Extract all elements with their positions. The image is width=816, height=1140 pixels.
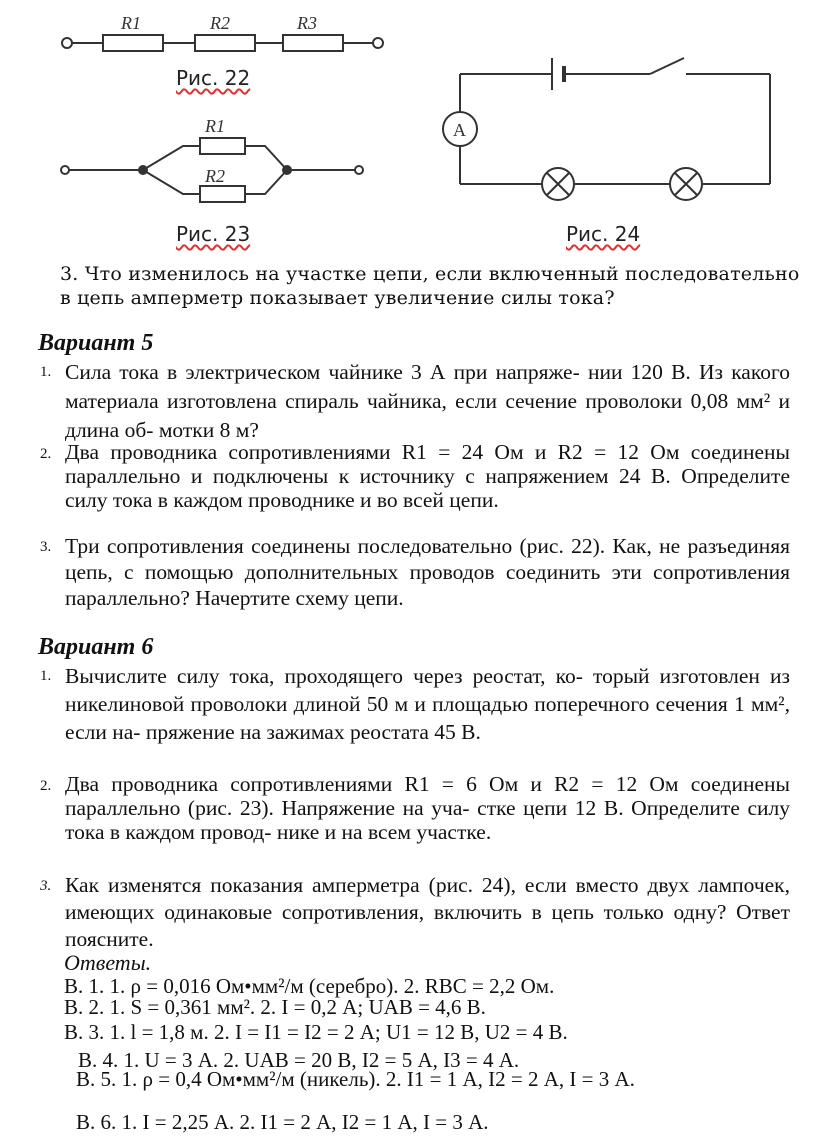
answer-variant-3: В. 3. 1. l = 1,8 м. 2. I = I1 = I2 = 2 А; U1 = 12 В, U2 = 4 В. [64,1020,568,1044]
v6-q3-number: 3. [40,878,52,894]
figure-23-diagram [55,110,375,220]
v5-question-2 [40,440,790,512]
v5-q1-text: Сила тока в электрическом чайнике 3 А при напряже- нии 120 В. Из какого материала изготовлена спираль чайника, если сечение проволоки 0,08 мм² и длина об- мотки 8 м? [65,360,790,442]
fig22-label-r1: R1 [121,13,141,33]
v6-q3-text: Как изменятся показания амперметра (рис. 24), если вместо двух лампочек, имеющих одинаковые сопротивления, включить в цепь только одну? Ответ поясните. [65,873,790,951]
fig23-label-r1: R1 [205,116,225,136]
v6-question-1 [40,662,790,746]
v5-q1-number: 1. [40,364,52,380]
v6-q2-number: 2. [40,778,52,794]
v5-q3-text: Три сопротивления соединены последовательно (рис. 22). Как, не разъединяя цепь, с помощью дополнительных проводов соединить эти сопротивления параллельно? Начертите схему цепи. [65,534,790,610]
fig22-caption: Рис. 22 [176,66,251,90]
v5-question-1 [40,358,790,445]
prev-q3-number: 3. [60,263,79,285]
fig22-label-r3: R3 [297,13,317,33]
v5-q2-number: 2. [40,446,52,462]
v5-q2-text: Два проводника сопротивлениями R1 = 24 Ом и R2 = 12 Ом соединены параллельно и подключены к источнику с напряжением 24 В. Определите силу тока в каждом проводнике и во всей цепи. [65,440,790,512]
figure-22-diagram [55,5,395,75]
prev-question-3 [60,262,800,310]
fig24-caption: Рис. 24 [566,222,641,246]
fig23-caption: Рис. 23 [176,222,251,246]
answer-variant-1: В. 1. 1. ρ = 0,016 Ом•мм²/м (серебро). 2. RBC = 2,2 Ом. [64,974,555,998]
fig23-label-r2: R2 [205,166,225,186]
answer-variant-4: В. 4. 1. U = 3 А. 2. UAB = 20 В, I2 = 5 А, I3 = 4 А. [78,1048,520,1072]
v6-question-2 [40,772,790,844]
v6-q1-number: 1. [40,668,52,684]
answer-variant-6: В. 6. 1. I = 2,25 А. 2. I1 = 2 А, I2 = 1 А, I = 3 А. [76,1110,489,1134]
variant-6-title: Вариант 6 [38,634,154,660]
fig22-label-r2: R2 [210,13,230,33]
v6-q2-text: Два проводника сопротивлениями R1 = 6 Ом и R2 = 12 Ом соединены параллельно (рис. 23). Напряжение на уча- стке цепи 12 В. Определите силу тока в каждом провод- нике и на всем участке. [65,772,790,844]
answers-title: Ответы. [64,950,152,975]
prev-q3-text: Что изменилось на участке цепи, если включенный последовательно в цепь амперметр показывает увеличение силы тока? [60,263,800,309]
answer-variant-5: В. 5. 1. ρ = 0,4 Ом•мм²/м (никель). 2. I1 = 1 А, I2 = 2 А, I = 3 А. [76,1067,635,1091]
answer-variant-2: В. 2. 1. S = 0,361 мм². 2. I = 0,2 А; UAB = 4,6 В. [64,995,486,1019]
ammeter-label: A [453,120,466,140]
v6-question-3 [40,872,790,953]
figure-24-diagram [430,50,790,220]
v5-question-3 [40,533,790,611]
variant-5-title: Вариант 5 [38,330,154,356]
v6-q1-text: Вычислите силу тока, проходящего через реостат, ко- торый изготовлен из никелиновой проволоки длиной 50 м и площадью поперечного сечения 1 мм², если на- пряжение на зажимах реостата 45 В. [65,664,790,744]
v5-q3-number: 3. [40,539,52,555]
